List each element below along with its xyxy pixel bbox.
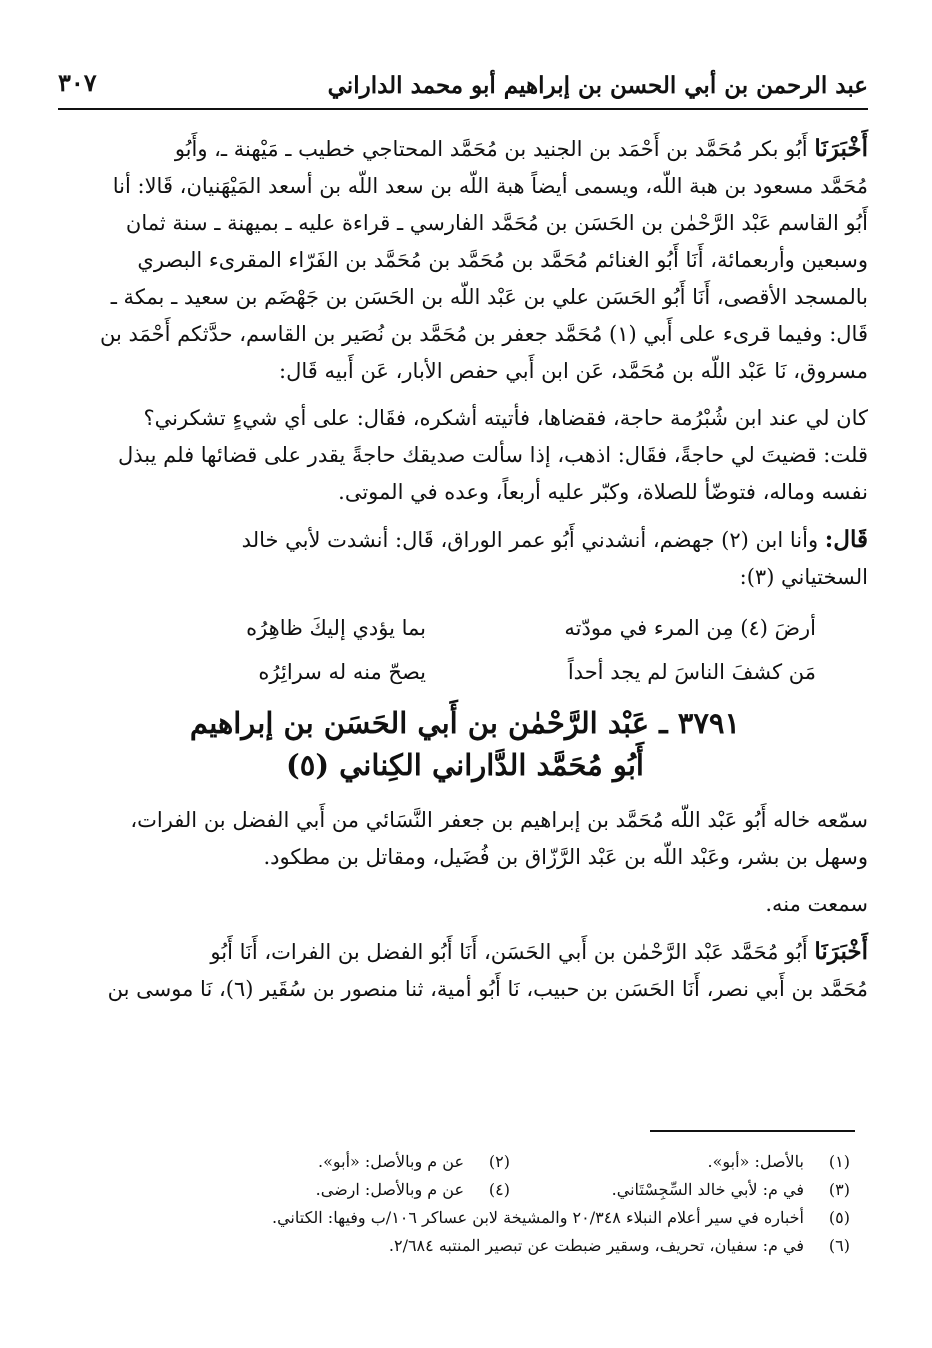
text-line: أَخْبَرَنَا أَبُو مُحَمَّد عَبْد الرَّحْمٰن بن أَبي الحَسَن، أَنَا أَبُو الفضل بن الفرات، أَنَا أَبُو: [210, 938, 868, 965]
text-line: وسبعين وأربعمائة، أَنَا أَبُو الغنائم مُحَمَّد بن مُحَمَّد بن مُحَمَّد بن الفَرّاء المقرىء البصري: [137, 248, 868, 272]
footnote-text: أخباره في سير أعلام النبلاء ٢٠/٣٤٨ والمشيخة لابن عساكر ١٠٦/ب وفيها: الكتاني.: [271, 1208, 804, 1227]
footnote-text: عن م وبالأصل: «أبو».: [318, 1152, 464, 1171]
footnote-text: في م: سفيان، تحريف، وسقير ضبطت عن تبصير المنتبه ٢/٦٨٤.: [388, 1236, 804, 1255]
footnote-number: (٣): [828, 1180, 850, 1199]
footnote-row: [150, 1148, 850, 1176]
entry-heading: [62, 702, 868, 786]
footnote: [510, 1148, 850, 1176]
text-line: قلت: قضيتَ لي حاجةً، فقَال: اذهب، إذا سألت صديقك حاجةً يقدر على قضائها فلم يبذل: [118, 443, 868, 467]
footnote-divider: [650, 1130, 855, 1132]
footnote: [150, 1204, 850, 1232]
footnotes: [150, 1148, 850, 1260]
footnote-number: (٤): [488, 1180, 510, 1199]
entry-heading-line: أَبُو مُحَمَّد الدَّاراني الكِناني (٥): [286, 748, 644, 782]
text-line: أَخْبَرَنَا أَبُو بكر مُحَمَّد بن أَحْمَد بن الجنيد بن مُحَمَّد المحتاجي خطيب ـ مَيْهنة ـ، وأَبُو: [174, 135, 868, 162]
isnad-paragraph: [62, 933, 868, 1008]
isnad-paragraph: [62, 130, 868, 390]
page-number: ٣٠٧: [58, 68, 97, 97]
footnote: [170, 1148, 510, 1176]
lead-word: أَخْبَرَنَا: [814, 938, 868, 965]
text-line: وسهل بن بشر، وعَبْد اللّه بن عَبْد الرَّزّاق بن فُضَيل، ومقاتل بن مطكود.: [263, 845, 868, 869]
text-line: مُحَمَّد بن أَبي نصر، أَنَا الحَسَن بن حبيب، نَا أَبُو أمية، ثنا منصور بن سُقَير (٦)، نَا موسى بن: [107, 977, 868, 1001]
text-line: نفسه وماله، فتوضّأ للصلاة، وكبّر عليه أربعاً، وعده في الموتى.: [338, 480, 868, 504]
text-line: أَبُو القاسم عَبْد الرَّحْمٰن بن الحَسَن بن مُحَمَّد الفارسي ـ قراءة عليه ـ بميهنة ـ سنة ثمان: [125, 211, 868, 235]
verse: [62, 606, 868, 650]
footnote-text: عن م وبالأصل: ارضى.: [315, 1180, 464, 1199]
verse: [62, 650, 868, 694]
verse-first-hemistich: مَن كشفَ الناسَ لم يجد أحداً: [567, 660, 816, 684]
text-line: قَال: وفيما قرىء على أَبي (١) مُحَمَّد جعفر بن مُحَمَّد بن نُصَير بن القاسم، حدَّثكم أَحْمَد بن: [100, 322, 868, 346]
narrative-paragraph: [62, 400, 868, 511]
text-line: قَال: وأنا ابن (٢) جهضم، أنشدني أَبُو عمر الوراق، قَال: أنشدت لأبي خالد: [241, 526, 868, 553]
footnote: [510, 1176, 850, 1204]
text-line: سمّعه خاله أَبُو عَبْد اللّه مُحَمَّد بن إبراهيم بن جعفر النَّسَائي من أَبي الفضل بن الفرات،: [130, 808, 868, 832]
footnote: [150, 1232, 850, 1260]
text-line: السختياني (٣):: [739, 565, 868, 589]
verse-first-hemistich: أرضَ (٤) مِن المرء في مودّته: [564, 616, 816, 640]
footnote-row: [150, 1176, 850, 1204]
text-line: مسروق، نَا عَبْد اللّه بن مُحَمَّد، عَن ابن أَبي حفص الأبار، عَن أَبيه قَال:: [279, 359, 868, 383]
text-line: بالمسجد الأقصى، أَنَا أَبُو الحَسَن علي بن عَبْد اللّه بن الحَسَن بن جَهْضَم بن سعيد ـ بمكة ـ: [110, 285, 868, 309]
page-header: [58, 58, 868, 110]
lead-word: أَخْبَرَنَا: [814, 135, 868, 162]
verse-second-hemistich: يصحّ منه له سرائِرُه: [258, 660, 426, 684]
footnote-text: بالأصل: «أبو».: [707, 1152, 804, 1171]
poem-intro-paragraph: [62, 521, 868, 596]
bio-paragraph: [62, 802, 868, 876]
bio-paragraph: [62, 886, 868, 923]
main-text: [62, 130, 868, 1018]
text-line: سمعت منه.: [765, 892, 868, 916]
footnote: [170, 1176, 510, 1204]
poem: [62, 606, 868, 694]
footnote-text: في م: لأبي خالد السِّجِسْتَاني.: [611, 1180, 804, 1199]
footnote-number: (٦): [828, 1236, 850, 1255]
running-title: عبد الرحمن بن أبي الحسن بن إبراهيم أبو محمد الداراني: [327, 72, 868, 99]
lead-word: قَال:: [824, 526, 868, 553]
entry-heading-line: ٣٧٩١ ـ عَبْد الرَّحْمٰن بن أَبي الحَسَن بن إبراهيم: [189, 706, 741, 740]
verse-second-hemistich: بما يؤدي إليكَ ظاهِرُه: [246, 616, 426, 640]
footnote-number: (١): [828, 1152, 850, 1171]
footnote-number: (٢): [488, 1152, 510, 1171]
text-line: مُحَمَّد مسعود بن هبة اللّه، ويسمى أيضاً هبة اللّه بن سعد اللّه بن أسعد المَيْهَنيان، قَالا: أنا: [112, 174, 868, 198]
text-line: كان لي عند ابن شُبْرُمة حاجة، فقضاها، فأتيته أشكره، فقَال: على أي شيءٍ تشكرني؟: [143, 406, 868, 430]
footnote-number: (٥): [828, 1208, 850, 1227]
